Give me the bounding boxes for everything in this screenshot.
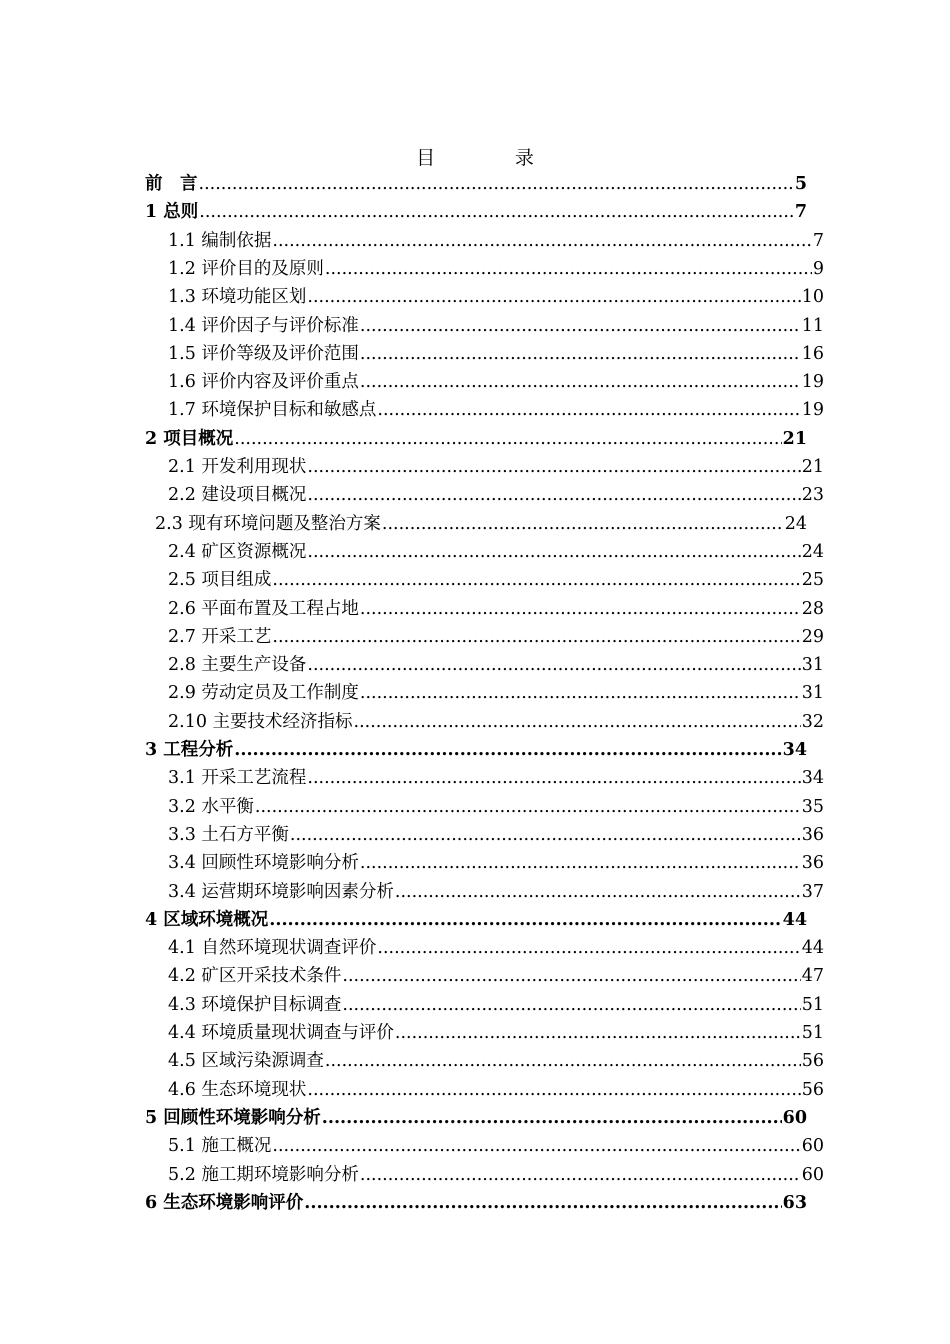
toc-entry[interactable] (145, 906, 807, 934)
toc-dot-leader (354, 708, 801, 736)
toc-entry-label: 2.8 主要生产设备 (168, 655, 307, 676)
toc-entry-label: 1 总则 (145, 202, 199, 223)
toc-dot-leader (360, 849, 801, 877)
toc-entry[interactable] (168, 679, 824, 707)
toc-entry[interactable] (168, 623, 824, 651)
toc-dot-leader (272, 623, 800, 651)
toc-entry[interactable] (168, 227, 824, 255)
toc-dot-leader (342, 991, 800, 1019)
toc-entry-page-number: 5 (794, 174, 807, 194)
toc-dot-leader (307, 283, 800, 311)
toc-entry-label: 3.3 土石方平衡 (168, 824, 289, 845)
toc-entry-page-number: 51 (801, 1023, 824, 1043)
toc-entry-page-number: 56 (801, 1079, 824, 1100)
toc-entry-page-number: 7 (812, 230, 824, 251)
toc-entry-page-number: 19 (801, 372, 824, 393)
toc-entry-page-number: 7 (794, 202, 807, 223)
toc-entry-label: 2.10 主要技术经济指标 (168, 711, 353, 732)
toc-entry-page-number: 10 (801, 287, 824, 308)
toc-entry-label: 4 区域环境概况 (145, 909, 269, 930)
toc-dot-leader (234, 736, 781, 764)
toc-dot-leader (234, 425, 781, 453)
toc-entry[interactable] (168, 1076, 824, 1104)
toc-dot-leader (360, 679, 801, 707)
toc-entry-page-number: 29 (801, 626, 824, 647)
toc-entry-page-number: 19 (801, 400, 824, 421)
toc-entry-page-number: 21 (782, 428, 807, 449)
toc-entry[interactable] (168, 396, 824, 424)
toc-dot-leader (255, 793, 801, 821)
toc-entry-page-number: 24 (784, 513, 807, 534)
toc-entry-label: 2.3 现有环境问题及整治方案 (155, 513, 381, 534)
toc-entry-page-number: 44 (782, 909, 807, 930)
toc-dot-leader (377, 934, 800, 962)
toc-entry[interactable] (168, 962, 824, 990)
toc-dot-leader (360, 340, 801, 368)
page-title: 目 录 (416, 147, 565, 169)
toc-entry-page-number: 60 (801, 1164, 824, 1185)
toc-entry-page-number: 37 (801, 881, 824, 902)
toc-entry-label: 1.1 编制依据 (168, 230, 272, 251)
toc-entry-label: 1.7 环境保护目标和敏感点 (168, 400, 377, 421)
toc-dot-leader (269, 906, 781, 934)
toc-entry-page-number: 36 (801, 824, 824, 845)
toc-entry-page-number: 25 (801, 570, 824, 591)
toc-entry-page-number: 11 (801, 315, 824, 336)
toc-entry-page-number: 44 (801, 938, 824, 959)
toc-dot-leader (360, 595, 801, 623)
toc-dot-leader (342, 962, 800, 990)
toc-entry-label: 1.2 评价目的及原则 (168, 258, 324, 279)
toc-entry[interactable] (168, 1161, 824, 1189)
toc-entry[interactable] (145, 1104, 807, 1132)
toc-entry[interactable] (168, 793, 824, 821)
toc-entry-label: 3.4 运营期环境影响因素分析 (168, 881, 394, 902)
toc-entry-page-number: 56 (801, 1051, 824, 1072)
toc-entry-page-number: 60 (801, 1136, 824, 1157)
toc-dot-leader (272, 227, 811, 255)
toc-entry[interactable] (145, 425, 807, 453)
toc-entry-label: 4.3 环境保护目标调查 (168, 994, 342, 1015)
toc-entry-label: 5.1 施工概况 (168, 1136, 272, 1157)
toc-entry-label: 1.6 评价内容及评价重点 (168, 372, 359, 393)
toc-entry-page-number: 31 (801, 683, 824, 704)
toc-entry[interactable] (155, 510, 807, 538)
toc-entry-label: 2 项目概况 (145, 428, 234, 449)
toc-entry-label: 2.5 项目组成 (168, 570, 272, 591)
toc-entry-label: 6 生态环境影响评价 (145, 1192, 304, 1213)
toc-entry[interactable] (168, 821, 824, 849)
toc-entry-label: 4.6 生态环境现状 (168, 1079, 307, 1100)
toc-dot-leader (307, 1076, 800, 1104)
toc-entry-label: 5 回顾性环境影响分析 (145, 1107, 321, 1128)
toc-entry[interactable] (168, 1132, 824, 1160)
toc-entry-label: 4.2 矿区开采技术条件 (168, 966, 342, 987)
toc-entry-page-number: 36 (801, 853, 824, 874)
toc-entry-label: 2.4 矿区资源概况 (168, 541, 307, 562)
toc-dot-leader (307, 453, 800, 481)
toc-entry-page-number: 28 (801, 598, 824, 619)
toc-entry[interactable] (168, 368, 824, 396)
toc-entry[interactable] (168, 481, 824, 509)
toc-dot-leader (360, 1161, 801, 1189)
toc-entry-page-number: 32 (801, 711, 824, 732)
toc-entry-label: 3 工程分析 (145, 740, 234, 760)
toc-entry[interactable] (168, 538, 824, 566)
toc-entry-label: 3.1 开采工艺流程 (168, 768, 307, 789)
toc-dot-leader (307, 481, 800, 509)
toc-dot-leader (395, 878, 801, 906)
toc-entry[interactable] (145, 198, 807, 226)
toc-entry-page-number: 21 (801, 457, 824, 477)
toc-dot-leader (360, 312, 801, 340)
toc-dot-leader (322, 1104, 782, 1132)
toc-entry[interactable] (168, 651, 824, 679)
toc-entry[interactable] (145, 1189, 807, 1217)
toc-entry-label: 4.1 自然环境现状调查评价 (168, 938, 377, 959)
toc-entry[interactable] (168, 283, 824, 311)
toc-entry-label: 1.3 环境功能区划 (168, 287, 307, 308)
toc-entry[interactable] (168, 878, 824, 906)
toc-entry[interactable] (168, 1047, 824, 1075)
toc-entry-label: 5.2 施工期环境影响分析 (168, 1164, 359, 1185)
toc-dot-leader (382, 510, 784, 538)
toc-entry-label: 前 言 (145, 174, 198, 194)
toc-entry[interactable] (168, 453, 824, 481)
toc-entry-label: 2.2 建设项目概况 (168, 485, 307, 506)
toc-entry-label: 4.5 区域污染源调查 (168, 1051, 324, 1072)
toc-dot-leader (325, 1047, 801, 1075)
toc-entry[interactable] (168, 934, 824, 962)
toc-entry-label: 2.9 劳动定员及工作制度 (168, 683, 359, 704)
toc-entry-page-number: 34 (801, 768, 824, 789)
toc-entry-page-number: 24 (801, 541, 824, 562)
toc-entry[interactable] (168, 595, 824, 623)
toc-entry-label: 4.4 环境质量现状调查与评价 (168, 1023, 394, 1043)
toc-entry-page-number: 60 (782, 1107, 807, 1128)
toc-dot-leader (307, 651, 800, 679)
toc-entry-label: 3.2 水平衡 (168, 796, 254, 817)
toc-entry-label: 2.7 开采工艺 (168, 626, 272, 647)
toc-entry[interactable] (145, 170, 807, 198)
toc-entry-label: 2.1 开发利用现状 (168, 457, 307, 477)
toc-entry[interactable] (168, 849, 824, 877)
toc-entry-page-number: 23 (801, 485, 824, 506)
toc-dot-leader (304, 1189, 781, 1217)
toc-entry-label: 3.4 回顾性环境影响分析 (168, 853, 359, 874)
toc-dot-leader (360, 368, 801, 396)
toc-dot-leader (307, 538, 800, 566)
toc-entry-page-number: 16 (801, 343, 824, 364)
toc-entry[interactable] (168, 764, 824, 792)
toc-dot-leader (377, 396, 800, 424)
toc-entry-label: 1.5 评价等级及评价范围 (168, 343, 359, 364)
toc-dot-leader (290, 821, 801, 849)
toc-entry-label: 2.6 平面布置及工程占地 (168, 598, 359, 619)
toc-entry-page-number: 35 (801, 796, 824, 817)
toc-entry[interactable] (168, 991, 824, 1019)
toc-entry-page-number: 9 (812, 258, 824, 279)
toc-dot-leader (307, 764, 800, 792)
toc-entry-page-number: 47 (801, 966, 824, 987)
toc-entry[interactable] (168, 255, 824, 283)
toc-dot-leader (272, 566, 800, 594)
toc-dot-leader (199, 198, 794, 226)
toc-dot-leader (325, 255, 812, 283)
toc-entry-page-number: 31 (801, 655, 824, 676)
toc-dot-leader (395, 1019, 801, 1047)
toc-entry[interactable] (168, 340, 824, 368)
toc-entry-page-number: 63 (782, 1192, 807, 1213)
toc-entry[interactable] (168, 1019, 824, 1047)
toc-entry-page-number: 34 (782, 740, 807, 760)
toc-dot-leader (199, 170, 794, 198)
toc-entry[interactable] (145, 736, 807, 764)
toc-dot-leader (272, 1132, 800, 1160)
toc-entry[interactable] (168, 566, 824, 594)
toc-entry-label: 1.4 评价因子与评价标准 (168, 315, 359, 336)
toc-entry-page-number: 51 (801, 994, 824, 1015)
toc-entry[interactable] (168, 708, 824, 736)
toc-entry[interactable] (168, 312, 824, 340)
